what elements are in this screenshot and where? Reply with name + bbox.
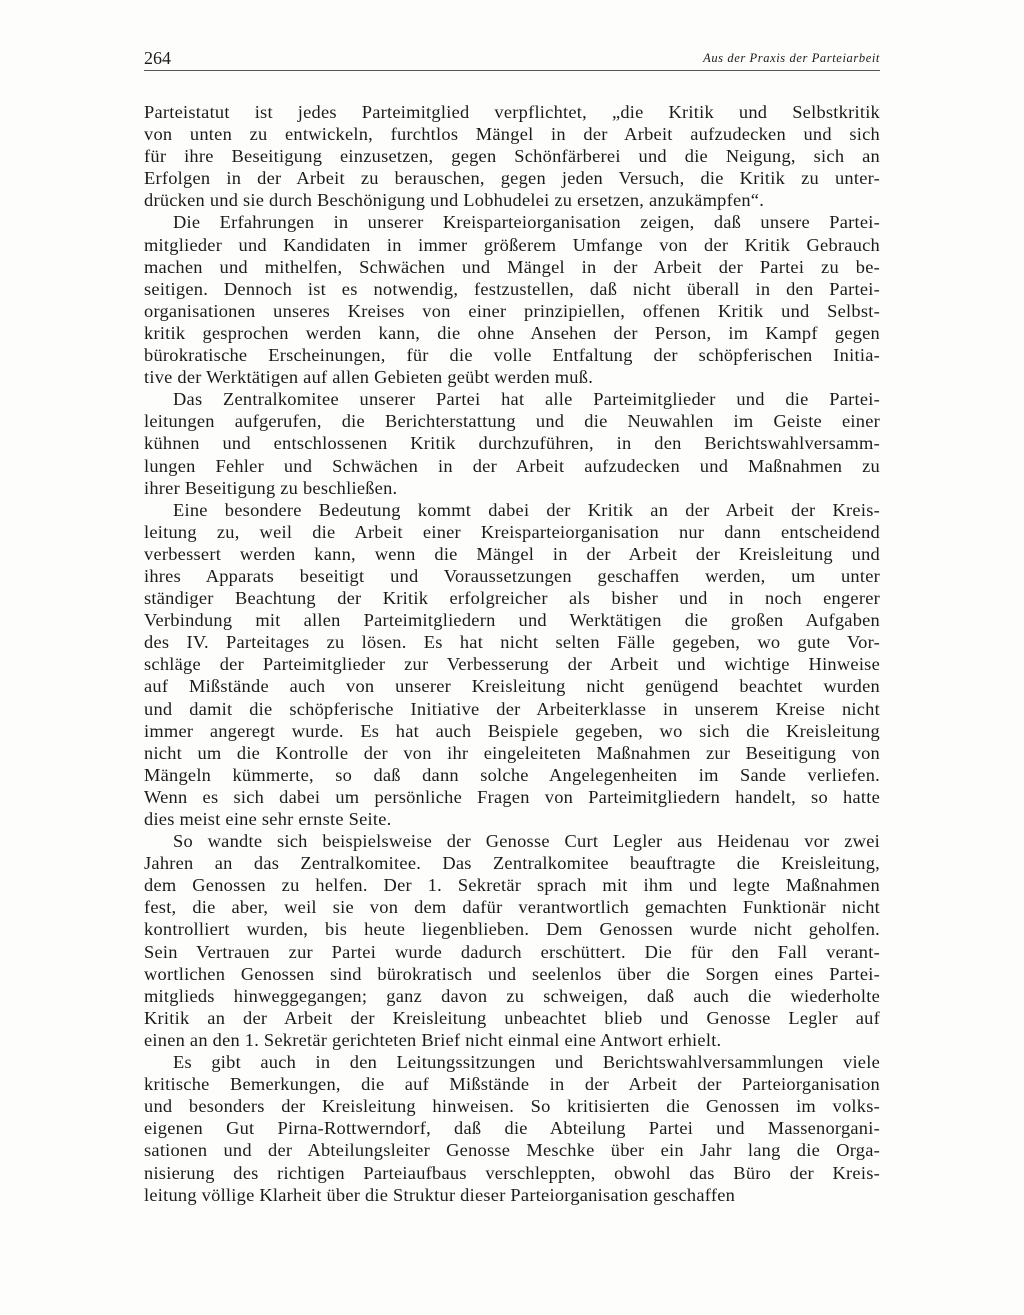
paragraph <box>144 101 880 211</box>
page-number: 264 <box>144 48 171 68</box>
text-line: immer angeregt wurde. Es hat auch Beispiele gegeben, wo sich die Kreisleitung <box>144 720 880 741</box>
text-line: dem Genossen zu helfen. Der 1. Sekretär sprach mit ihm und legte Maßnahmen <box>144 875 880 896</box>
running-title: Aus der Praxis der Parteiarbeit <box>703 51 880 65</box>
paragraph <box>144 1051 880 1206</box>
text-line: einen an den 1. Sekretär gerichteten Brief nicht einmal eine Antwort erhielt. <box>144 1029 722 1050</box>
paragraph <box>144 499 880 830</box>
text-line: Erfolgen in der Arbeit zu berauschen, gegen jeden Versuch, die Kritik zu unter- <box>144 168 880 189</box>
text-line: des IV. Parteitages zu lösen. Es hat nicht selten Fälle gegeben, wo gute Vor- <box>144 632 880 653</box>
text-line: ständiger Beachtung der Kritik erfolgreicher als bisher und in noch engerer <box>144 588 880 609</box>
text-line: und besonders der Kreisleitung hinweisen. So kritisierten die Genossen im volks- <box>144 1096 880 1117</box>
text-line: bürokratische Erscheinungen, für die volle Entfaltung der schöpferischen Initia- <box>144 345 880 366</box>
text-line: für ihre Beseitigung einzusetzen, gegen Schönfärberei und die Neigung, sich an <box>144 146 880 167</box>
text-line: Es gibt auch in den Leitungssitzungen und Berichtswahlversammlungen viele <box>173 1052 880 1073</box>
text-line: fest, die aber, weil sie von dem dafür verantwortlich gemachten Funktionär nicht <box>144 897 880 918</box>
text-line: sationen und der Abteilungsleiter Genosse Meschke über ein Jahr lang die Orga- <box>144 1140 880 1161</box>
paragraph <box>144 830 880 1051</box>
text-line: Jahren an das Zentralkomitee. Das Zentralkomitee beauftragte die Kreisleitung, <box>144 853 880 874</box>
text-line: lungen Fehler und Schwächen in der Arbeit aufzudecken und Maßnahmen zu <box>144 455 880 476</box>
text-line: Verbindung mit allen Parteimitgliedern und Werktätigen die großen Aufgaben <box>144 610 880 631</box>
text-line: So wandte sich beispielsweise der Genosse Curt Legler aus Heidenau vor zwei <box>173 831 880 852</box>
text-line: Sein Vertrauen zur Partei wurde dadurch erschüttert. Die für den Fall verant- <box>144 941 880 962</box>
text-line: verbessert werden kann, wenn die Mängel in der Arbeit der Kreisleitung und <box>144 543 880 564</box>
text-line: leitung zu, weil die Arbeit einer Kreisparteiorganisation nur dann entscheidend <box>144 521 880 542</box>
text-line: wortlichen Genossen sind bürokratisch und seelenlos über die Sorgen eines Partei- <box>144 963 880 984</box>
text-line: machen und mithelfen, Schwächen und Mängel in der Arbeit der Partei zu be- <box>144 256 880 277</box>
text-line: schläge der Parteimitglieder zur Verbesserung der Arbeit und wichtige Hinweise <box>144 654 880 675</box>
text-line: dies meist eine sehr ernste Seite. <box>144 809 392 829</box>
text-line: Wenn es sich dabei um persönliche Fragen von Parteimitgliedern handelt, so hatte <box>144 786 880 807</box>
paragraph <box>144 211 880 388</box>
text-line: ihres Apparats beseitigt und Voraussetzungen geschaffen werden, um unter <box>144 565 880 586</box>
text-line: von unten zu entwickeln, furchtlos Mängel in der Arbeit aufzudecken und sich <box>144 124 880 145</box>
text-line: drücken und sie durch Beschönigung und Lobhudelei zu ersetzen, anzukämpfen“. <box>144 190 765 211</box>
text-line: seitigen. Dennoch ist es notwendig, festzustellen, daß nicht überall in den Partei- <box>144 278 880 299</box>
text-line: auf Mißstände auch von unserer Kreisleitung nicht genügend beachtet wurden <box>144 676 880 697</box>
text-line: kritik gesprochen werden kann, die ohne Ansehen der Person, im Kampf gegen <box>144 322 880 343</box>
text-line: kontrolliert wurden, bis heute liegenblieben. Dem Genossen wurde nicht geholfen. <box>144 919 880 940</box>
text-line: mitglieds hinweggegangen; ganz davon zu schweigen, daß auch die wiederholte <box>144 985 880 1006</box>
text-line: Die Erfahrungen in unserer Kreisparteiorganisation zeigen, daß unsere Partei- <box>173 212 880 233</box>
text-line: ihrer Beseitigung zu beschließen. <box>144 477 398 498</box>
text-line: Mängeln kümmerte, so daß dann solche Angelegenheiten im Sande verliefen. <box>144 764 880 785</box>
text-line: Parteistatut ist jedes Parteimitglied verpflichtet, „die Kritik und Selbstkritik <box>144 102 880 122</box>
text-line: leitung völlige Klarheit über die Struktur dieser Parteiorganisation geschaffen <box>144 1184 736 1205</box>
text-line: kritische Bemerkungen, die auf Mißstände in der Arbeit der Parteiorganisation <box>144 1074 880 1095</box>
page-header <box>144 48 880 71</box>
text-line: und damit die schöpferische Initiative der Arbeiterklasse in unserem Kreise nicht <box>144 698 880 719</box>
text-line: tive der Werktätigen auf allen Gebieten geübt werden muß. <box>144 367 594 388</box>
text-line: Eine besondere Bedeutung kommt dabei der Kritik an der Arbeit der Kreis- <box>173 499 880 520</box>
text-line: nisierung des richtigen Parteiaufbaus verschleppten, obwohl das Büro der Kreis- <box>144 1162 880 1183</box>
text-line: kühnen und entschlossenen Kritik durchzuführen, in den Berichtswahlversamm- <box>144 433 880 454</box>
paragraph <box>144 388 880 498</box>
text-line: Das Zentralkomitee unserer Partei hat alle Parteimitglieder und die Partei- <box>173 389 880 410</box>
text-line: leitungen aufgerufen, die Berichterstattung und die Neuwahlen im Geiste einer <box>144 411 880 432</box>
text-line: eigenen Gut Pirna-Rottwerndorf, daß die Abteilung Partei und Massenorgani- <box>144 1118 880 1139</box>
text-line: Kritik an der Arbeit der Kreisleitung unbeachtet blieb und Genosse Legler auf <box>144 1007 880 1028</box>
body-text <box>144 101 880 1206</box>
text-line: mitglieder und Kandidaten in immer größerem Umfange von der Kritik Gebrauch <box>144 234 880 255</box>
text-line: organisationen unseres Kreises von einer prinzipiellen, offenen Kritik und Selbst- <box>144 300 880 321</box>
text-line: nicht um die Kontrolle der von ihr eingeleiteten Maßnahmen zur Beseitigung von <box>144 742 880 763</box>
